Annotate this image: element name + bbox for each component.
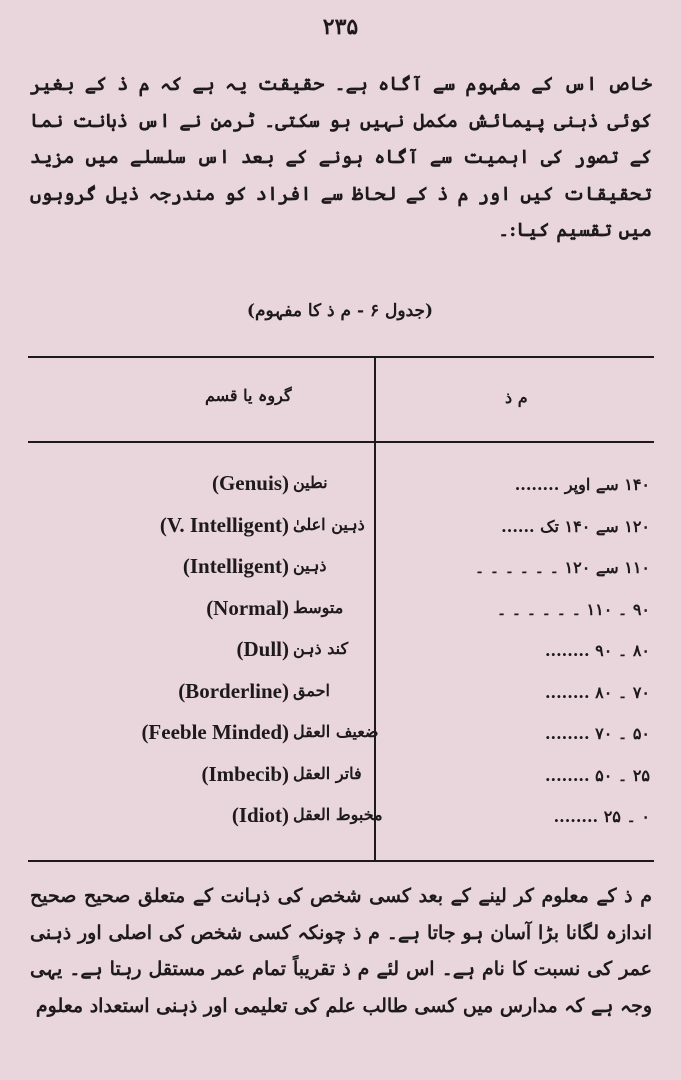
group-urdu: نطین (293, 473, 328, 492)
table-row (28, 805, 654, 847)
iq-range: ۱۴۰ سے اوپر ........ (514, 475, 650, 494)
bottom-paragraph: م ذ کے معلوم کر لینے کے بعد کسی شخص کی ذہانت کے متعلق صحیح صحیح اندازہ لگانا بڑا آسان ہو جاتا ہے۔ م ذ چونکہ کسی شخص کی اصلی اور ذہنی عمر کی نسبت کا نام ہے۔ اس لئے م ذ تقریباً تمام عمر مستقل رہتا ہے۔ یہی وجہ ہے کہ مدارس میں کسی طالب علم کی تعلیمی اور ذہنی استعداد معلوم (30, 885, 652, 1017)
group-urdu: فاتر العقل (293, 763, 362, 783)
group-english: (Dull) (236, 637, 289, 661)
table-row (28, 473, 654, 515)
group-english: (V. Intelligent) (159, 512, 289, 537)
table-body (28, 473, 654, 847)
group-urdu: کند ذہن (293, 639, 349, 658)
table-header-rule (28, 441, 654, 443)
group-urdu: مخبوط العقل (293, 805, 383, 824)
iq-range: ۹۰ ۔ ۱۱۰ ۔ ۔ ۔ ۔ ۔ ۔ (496, 599, 650, 619)
table-row (28, 595, 654, 640)
table-row (28, 722, 654, 764)
iq-range: ۲۵ ۔ ۵۰ ........ (544, 765, 650, 785)
header-iq: م ذ (505, 388, 528, 407)
group-urdu: متوسط (293, 597, 344, 617)
group-english: (Idiot) (231, 803, 289, 827)
table-row (28, 556, 654, 598)
iq-range: ۸۰ ۔ ۹۰ ........ (544, 641, 650, 660)
group-english: (Intelligent) (182, 554, 289, 578)
page-number: ۲۳۵ (322, 14, 359, 40)
table-row (28, 639, 654, 681)
iq-range: ۰ ۔ ۲۵ ........ (553, 807, 650, 826)
table-row (28, 512, 654, 557)
group-english: (Borderline) (178, 678, 289, 703)
iq-range: ۱۲۰ سے ۱۴۰ تک ...... (501, 516, 650, 536)
iq-range: ۷۰ ۔ ۸۰ ........ (544, 682, 650, 702)
table-top-rule (28, 356, 654, 358)
group-english: (Feeble Minded) (141, 720, 289, 744)
group-urdu: ضعیف العقل (293, 722, 379, 741)
table-row (28, 678, 654, 723)
group-urdu: احمق (293, 680, 330, 700)
table-bottom-rule (28, 860, 654, 862)
group-english: (Genuis) (211, 471, 289, 495)
group-english: (Imbecib) (201, 761, 289, 786)
group-urdu: ذہین (293, 556, 327, 575)
iq-range: ۱۱۰ سے ۱۲۰ ۔ ۔ ۔ ۔ ۔ ۔ (474, 558, 650, 577)
group-english: (Normal) (206, 595, 289, 620)
iq-range: ۵۰ ۔ ۷۰ ........ (544, 724, 650, 743)
table-caption: (جدول ۶ - م ذ کا مفہوم) (246, 301, 434, 321)
header-group: گروہ یا قسم (205, 386, 292, 405)
intro-paragraph: خاص اس کے مفہوم سے آگاہ ہے۔ حقیقت یہ ہے کہ م ذ کے بغیر کوئی ذہنی پیمائش مکمل نہیں ہو سکتی۔ ٹرمن نے اس ذہانت نما کے تصور کی اہمیت سے آگاہ ہونے کے بعد اس سلسلے میں مزید تحقیقات کیں اور م ذ کے لحاظ سے افراد کو مندرجہ ذیل گروہوں میں تقسیم کیا:۔ (30, 73, 652, 241)
table-row (28, 761, 654, 806)
group-urdu: ذہین اعلیٰ (293, 514, 365, 534)
